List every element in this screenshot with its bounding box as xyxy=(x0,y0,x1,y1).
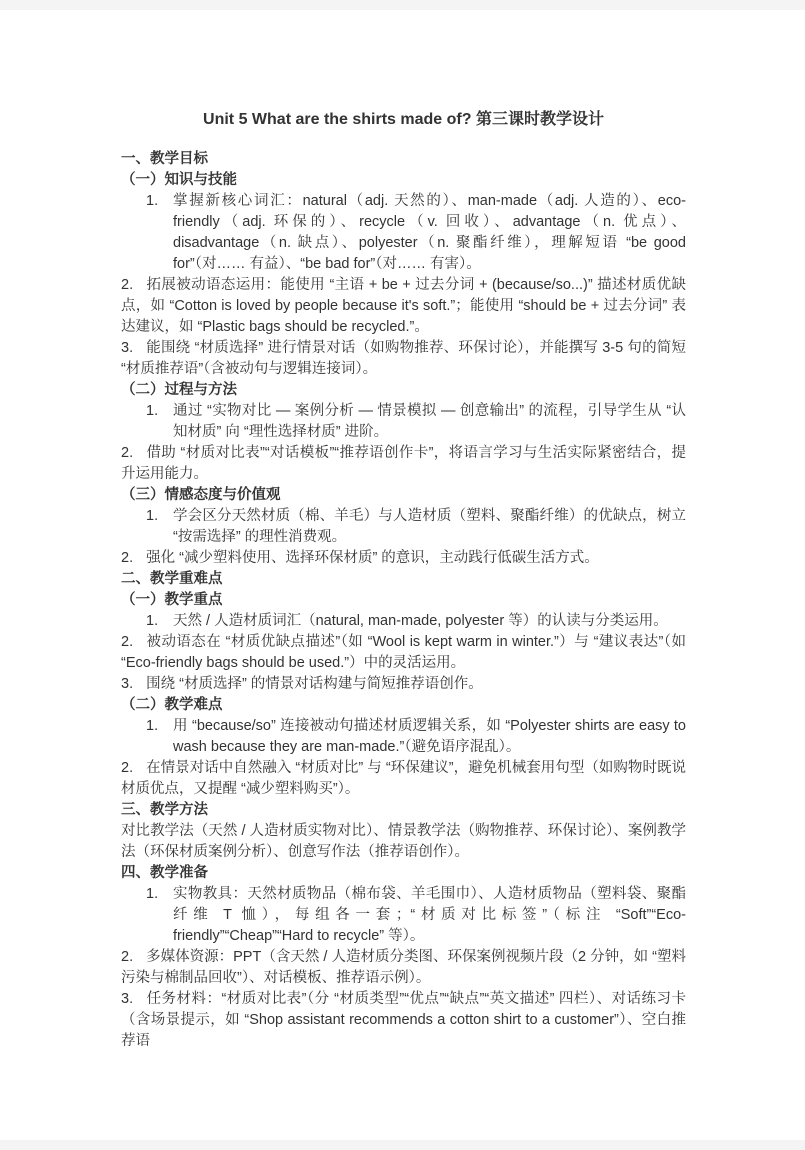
numbered-list-item xyxy=(121,506,686,548)
paragraph-number: 3. xyxy=(121,991,134,1007)
paragraph-number: 2. xyxy=(121,634,134,650)
numbered-list-item xyxy=(121,401,686,443)
list-item-number: 1. xyxy=(146,193,159,209)
paragraph-text: 被动语态在 “材质优缺点描述”（如 “Wool is kept warm in winter.”）与 “建议表达”（如 “Eco-friendly bags should be used.”）中的灵活运用。 xyxy=(121,634,686,671)
list-item-number: 1. xyxy=(146,508,159,524)
numbered-paragraph xyxy=(121,674,686,695)
paragraph-text: 拓展被动语态运用：能使用 “主语 + be + 过去分词 + (because/so...)” 描述材质优缺点，如 “Cotton is loved by people because it's soft.”；能使用 “should be + 过去分词” 表达建议，如 “Plastic bags should be recycled.”。 xyxy=(121,277,686,335)
paragraph-number: 3. xyxy=(121,340,134,356)
paragraph-text: 强化 “减少塑料使用、选择环保材质” 的意识，主动践行低碳生活方式。 xyxy=(146,550,599,566)
document-page xyxy=(0,10,805,1140)
numbered-paragraph xyxy=(121,758,686,800)
paragraph-text: 围绕 “材质选择” 的情景对话构建与简短推荐语创作。 xyxy=(146,676,483,692)
list-item-text: 掌握新核心词汇：natural（adj. 天然的）、man-made（adj. 人造的）、eco-friendly（adj. 环保的）、recycle（v. 回收）、advantage（n. 优点）、disadvantage（n. 缺点）、polyester（n. 聚酯纤维），理解短语 “be good for”（对…… 有益）、“be bad for”（对…… 有害）。 xyxy=(173,193,686,272)
list-item-number: 1. xyxy=(146,718,159,734)
list-item-number: 1. xyxy=(146,886,159,902)
numbered-paragraph xyxy=(121,443,686,485)
numbered-paragraph xyxy=(121,275,686,338)
numbered-paragraph xyxy=(121,548,686,569)
paragraph-number: 2. xyxy=(121,949,134,965)
numbered-paragraph xyxy=(121,989,686,1052)
subsection-heading-process-methods: （二）过程与方法 xyxy=(121,382,237,398)
subsection-heading-difficult-points: （二）教学难点 xyxy=(121,697,223,713)
subsection-heading-emotion-values: （三）情感态度与价值观 xyxy=(121,487,281,503)
numbered-paragraph xyxy=(121,947,686,989)
paragraph-text: 能围绕 “材质选择” 进行情景对话（如购物推荐、环保讨论），并能撰写 3-5 句的简短 “材质推荐语”（含被动句与逻辑连接词）。 xyxy=(121,340,686,377)
list-item-number: 1. xyxy=(146,403,159,419)
numbered-list-item xyxy=(121,611,686,632)
numbered-list-item xyxy=(121,191,686,275)
numbered-paragraph xyxy=(121,338,686,380)
paragraph-text: 借助 “材质对比表”“对话模板”“推荐语创作卡”，将语言学习与生活实际紧密结合，提升运用能力。 xyxy=(121,445,686,482)
subsection-heading-key-points: （一）教学重点 xyxy=(121,592,223,608)
numbered-paragraph xyxy=(121,632,686,674)
paragraph-number: 2. xyxy=(121,445,134,461)
subsection-heading-knowledge-skills: （一）知识与技能 xyxy=(121,172,237,188)
paragraph-number: 2. xyxy=(121,760,134,776)
section-heading-teaching-preparation: 四、教学准备 xyxy=(121,865,208,881)
section-heading-teaching-methods: 三、教学方法 xyxy=(121,802,208,818)
paragraph-text: 在情景对话中自然融入 “材质对比” 与 “环保建议”，避免机械套用句型（如购物时既说材质优点，又提醒 “减少塑料购买”）。 xyxy=(121,760,686,797)
list-item-text: 学会区分天然材质（棉、羊毛）与人造材质（塑料、聚酯纤维）的优缺点，树立 “按需选择” 的理性消费观。 xyxy=(173,508,686,545)
list-item-text: 天然 / 人造材质词汇（natural, man-made, polyester 等）的认读与分类运用。 xyxy=(173,613,668,629)
paragraph-text: 任务材料：“材质对比表”（分 “材质类型”“优点”“缺点”“英文描述” 四栏）、对话练习卡（含场景提示，如 “Shop assistant recommends a cotton shirt to a customer”）、空白推荐语 xyxy=(121,991,686,1049)
numbered-list-item xyxy=(121,884,686,947)
paragraph-number: 2. xyxy=(121,277,134,293)
list-item-number: 1. xyxy=(146,613,159,629)
section-heading-key-difficult-points: 二、教学重难点 xyxy=(121,571,223,587)
paragraph-number: 2. xyxy=(121,550,134,566)
paragraph: 对比教学法（天然 / 人造材质实物对比）、情景教学法（购物推荐、环保讨论）、案例教学法（环保材质案例分析）、创意写作法（推荐语创作）。 xyxy=(121,823,686,860)
paragraph-number: 3. xyxy=(121,676,134,692)
numbered-list-item xyxy=(121,716,686,758)
paragraph-text: 多媒体资源：PPT（含天然 / 人造材质分类图、环保案例视频片段（2 分钟，如 “塑料污染与棉制品回收”）、对话模板、推荐语示例）。 xyxy=(121,949,686,986)
section-heading-teaching-objectives: 一、教学目标 xyxy=(121,151,208,167)
document-title: Unit 5 What are the shirts made of? 第三课时教学设计 xyxy=(203,111,604,128)
list-item-text: 实物教具：天然材质物品（棉布袋、羊毛围巾）、人造材质物品（塑料袋、聚酯纤维 T 恤），每组各一套；“材质对比标签”（标注 “Soft”“Eco-friendly”“Cheap”“Hard to recycle” 等）。 xyxy=(173,886,686,944)
list-item-text: 通过 “实物对比 — 案例分析 — 情景模拟 — 创意输出” 的流程，引导学生从 “认知材质” 向 “理性选择材质” 进阶。 xyxy=(173,403,686,440)
list-item-text: 用 “because/so” 连接被动句描述材质逻辑关系，如 “Polyester shirts are easy to wash because they are man-made.”（避免语序混乱）。 xyxy=(173,718,686,755)
